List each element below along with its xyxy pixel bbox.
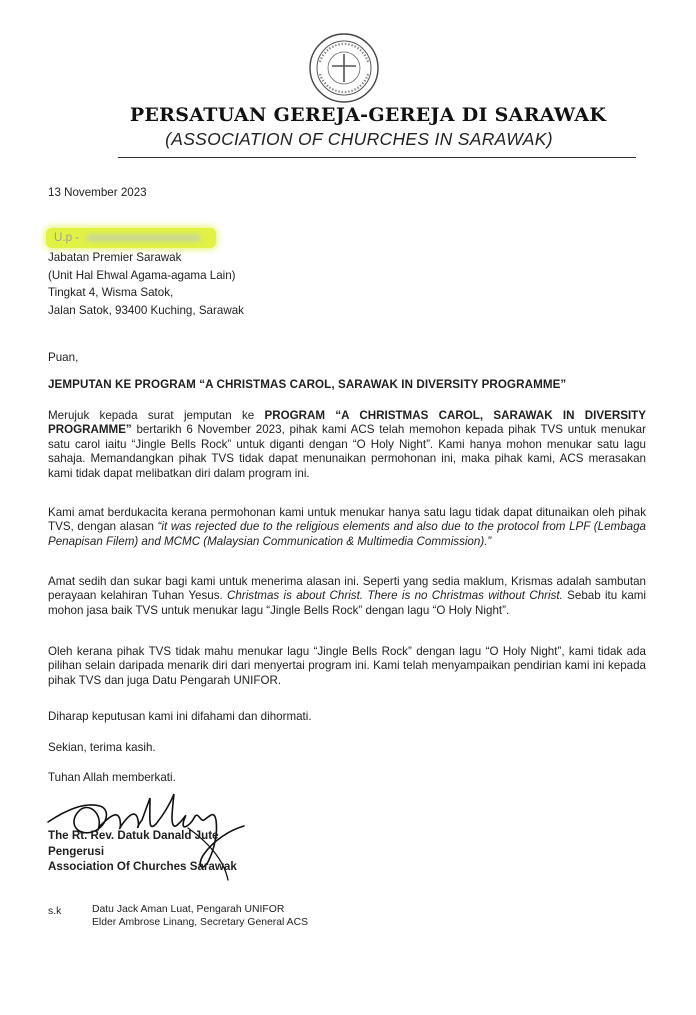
address-line: Tingkat 4, Wisma Satok, <box>48 286 174 299</box>
association-seal-logo <box>308 32 380 104</box>
p3-text-a: Amat sedih dan sukar bagi kami untuk menerima alasan ini. Seperti yang sedia maklum, Krismas adalah sambutan perayaan kelahiran Tuhan Yesus. <box>48 575 646 603</box>
cc-list <box>92 903 308 929</box>
letter-date: 13 November 2023 <box>48 186 147 199</box>
p2-text-a: Kami amat berdukacita kerana permohonan kami untuk menukar hanya satu lagu tidak dapat ditunaikan oleh pihak TVS, dengan alasan <box>48 506 646 534</box>
p1-program-name: PROGRAM “A CHRISTMAS CAROL, SARAWAK IN DIVERSITY PROGRAMME” <box>48 409 646 437</box>
p2-quote: “it was rejected due to the religious elements and also due to the protocol from LPF (Lembaga Penapisan Filem) and MCMC (Malaysian Communication & Multimedia Commission).” <box>48 520 646 548</box>
cc-label: s.k <box>48 906 62 917</box>
paragraph-3 <box>48 575 646 618</box>
salutation: Puan, <box>48 351 79 364</box>
redacted-name <box>86 234 201 242</box>
signer-name: The Rt. Rev. Datuk Danald Jute <box>48 829 219 842</box>
letterhead-divider <box>118 157 636 158</box>
paragraph-1 <box>48 409 646 481</box>
cc-entry: Datu Jack Aman Luat, Pengarah UNIFOR <box>92 904 285 915</box>
organization-name: PERSATUAN GEREJA-GEREJA DI SARAWAK <box>129 104 607 126</box>
address-line: (Unit Hal Ehwal Agama-agama Lain) <box>48 268 236 282</box>
address-line: Jalan Satok, 93400 Kuching, Sarawak <box>48 303 244 317</box>
organization-name-english: (ASSOCIATION OF CHURCHES IN SARAWAK) <box>165 129 553 149</box>
signer-block <box>48 828 237 875</box>
attention-prefix: U.p - <box>54 231 80 244</box>
paragraph-5: Diharap keputusan kami ini difahami dan dihormati. <box>48 710 312 723</box>
recipient-address <box>48 249 244 319</box>
closing-blessing: Tuhan Allah memberkati. <box>48 771 176 784</box>
closing-thanks: Sekian, terima kasih. <box>48 741 156 754</box>
paragraph-2 <box>48 506 646 549</box>
address-line: Jabatan Premier Sarawak <box>48 251 182 264</box>
signer-organization: Association Of Churches Sarawak <box>48 860 237 873</box>
redacted-recipient-highlight <box>46 228 216 248</box>
paragraph-4: Oleh kerana pihak TVS tidak mahu menukar lagu “Jingle Bells Rock” dengan lagu “O Holy Night”, kami tidak ada pilihan selain daripada menarik diri dari menyertai program ini. Kami telah menyampaikan pendirian kami ini kepada pihak TVS dan juga Datu Pengarah UNIFOR. <box>48 645 646 687</box>
p1-text-c: bertarikh 6 November 2023, pihak kami ACS telah memohon kepada pihak TVS untuk menukar satu carol iaitu “Jingle Bells Rock” untuk diganti dengan “O Holy Night”. Kami hanya mohon menukar satu lagu sahaja. Memandangkan pihak TVS tidak dapat menunaikan permohonan ini, maka pihak kami, ACS merasakan kami tidak dapat melibatkan diri dalam program ini. <box>48 423 646 480</box>
p1-text-a: Merujuk kepada surat jemputan ke <box>48 409 265 422</box>
letter-subject: JEMPUTAN KE PROGRAM “A CHRISTMAS CAROL, SARAWAK IN DIVERSITY PROGRAMME” <box>48 378 567 391</box>
cc-entry: Elder Ambrose Linang, Secretary General ACS <box>92 917 309 928</box>
signer-title: Pengerusi <box>48 844 105 858</box>
p3-emphasis: Christmas is about Christ. There is no Christmas without Christ. <box>227 589 563 603</box>
p3-text-c: Sebab itu kami mohon jasa baik TVS untuk menukar lagu “Jingle Bells Rock” dengan lagu “O Holy Night”. <box>48 589 646 617</box>
